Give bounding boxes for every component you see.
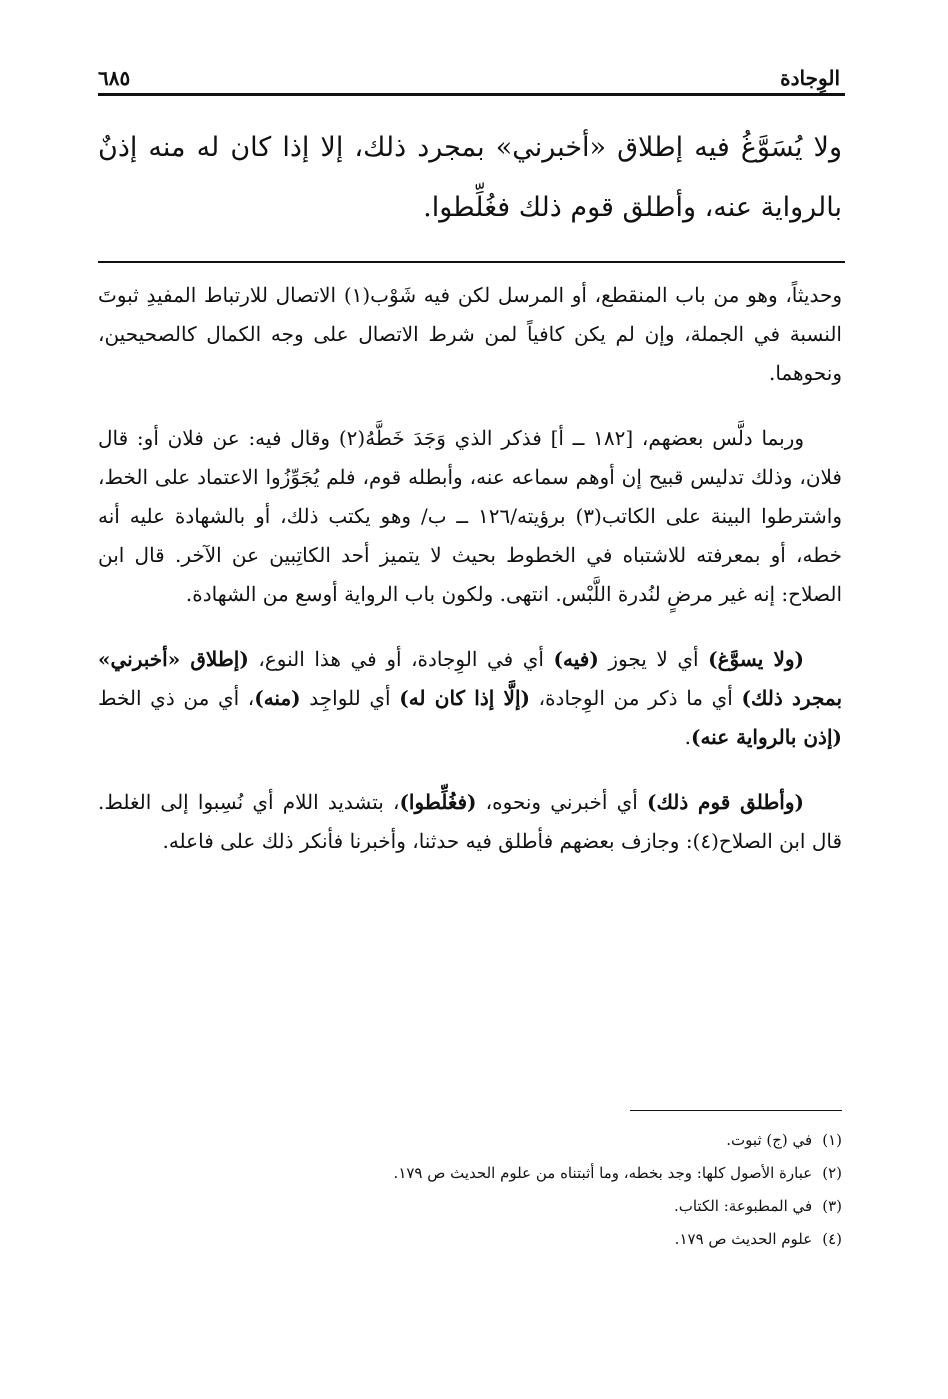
commentary-text: أي أخبرني ونحوه،	[476, 790, 647, 814]
commentary-paragraph-3	[98, 640, 842, 757]
footnote-number: (٢)	[822, 1164, 842, 1182]
commentary-block	[98, 276, 842, 887]
footnote-text: عبارة الأصول كلها: وجد بخطه، وما أثبتناه من علوم الحديث ص ١٧٩.	[393, 1164, 813, 1182]
commentary-text: .	[684, 725, 691, 749]
footnote-number: (٣)	[822, 1197, 842, 1215]
footnote-rule	[630, 1110, 842, 1111]
commentary-text: أي للواجِد	[300, 686, 400, 710]
footnote	[98, 1190, 842, 1223]
footnote-text: في (ج) ثبوت.	[726, 1131, 813, 1149]
header-rule	[98, 93, 845, 96]
main-text-divider	[98, 261, 845, 263]
commentary-text: أي في الوِجادة، أو في هذا النوع،	[248, 647, 554, 671]
footnote	[98, 1223, 842, 1256]
footnote-text: في المطبوعة: الكتاب.	[673, 1197, 813, 1215]
quoted-phrase: (فغُلِّطوا)	[399, 790, 477, 814]
main-text: ولا يُسَوَّغُ فيه إطلاق «أخبرني» بمجرد ذلك، إلا إذا كان له منه إذنٌ بالرواية عنه، وأطلق قوم ذلك فغُلِّطوا.	[98, 132, 842, 223]
quoted-phrase: (إذن بالرواية عنه)	[691, 725, 842, 749]
commentary-paragraph-4	[98, 783, 842, 861]
commentary-text: ، أي من ذي الخط	[98, 686, 255, 710]
footnote-number: (١)	[822, 1131, 842, 1149]
footnotes	[98, 1124, 842, 1256]
footnote	[98, 1157, 842, 1190]
main-text-block	[98, 118, 842, 238]
footnote	[98, 1124, 842, 1157]
running-header	[98, 54, 840, 90]
commentary-paragraph-2: وربما دلَّس بعضهم، [١٨٢ ــ أ] فذكر الذي وَجَدَ خَطَّهُ(٢) وقال فيه: عن فلان أو: قال فلان، وذلك تدليس قبيح إن أوهم سماعه عنه، وأبطله قوم، فلم يُجَوِّزُوا الاعتماد على الخط، واشترطوا البينة على الكاتب(٣) برؤيته/١٢٦ ــ ب/ وهو يكتب ذلك، أو بالشهادة عليه أنه خطه، أو بمعرفته للاشتباه في الخطوط بحيث لا يتميز أحد الكاتِبين عن الآخر. قال ابن الصلاح: إنه غير مرضٍ لنُدرة اللَّبْس. انتهى. ولكون باب الرواية أوسع من الشهادة.	[98, 426, 843, 606]
quoted-phrase: (فيه)	[553, 647, 599, 671]
footnote-number: (٤)	[822, 1230, 842, 1248]
page-number: ٦٨٥	[98, 66, 131, 90]
quoted-phrase: (إطلاق «أخبرني» بمجرد ذلك)	[98, 647, 843, 710]
footnote-text: علوم الحديث ص ١٧٩.	[674, 1230, 813, 1248]
quoted-phrase: (وأطلق قوم ذلك)	[646, 790, 804, 814]
commentary-text: ، بتشديد اللام أي نُسِبوا إلى الغلط. قال ابن الصلاح(٤): وجازف بعضهم فأطلق فيه حدثنا، وأخبرنا فأنكر ذلك على فاعله.	[98, 790, 842, 853]
chapter-title: الوِجادة	[780, 66, 840, 90]
quoted-phrase: (منه)	[254, 686, 301, 710]
quoted-phrase: (إلَّا إذا كان له)	[399, 686, 530, 710]
commentary-text: أي ما ذكر من الوِجادة،	[529, 686, 742, 710]
quoted-phrase: (ولا يسوَّغ)	[708, 647, 804, 671]
commentary-text: أي لا يجوز	[598, 647, 709, 671]
commentary-paragraph-1: وحديثاً، وهو من باب المنقطع، أو المرسل لكن فيه شَوْب(١) الاتصال للارتباط المفيدِ ثبوتَ النسبة في الجملة، وإن لم يكن كافياً لمن شرط الاتصال على وجه الكمال كالصحيحين، ونحوهما.	[98, 283, 842, 385]
